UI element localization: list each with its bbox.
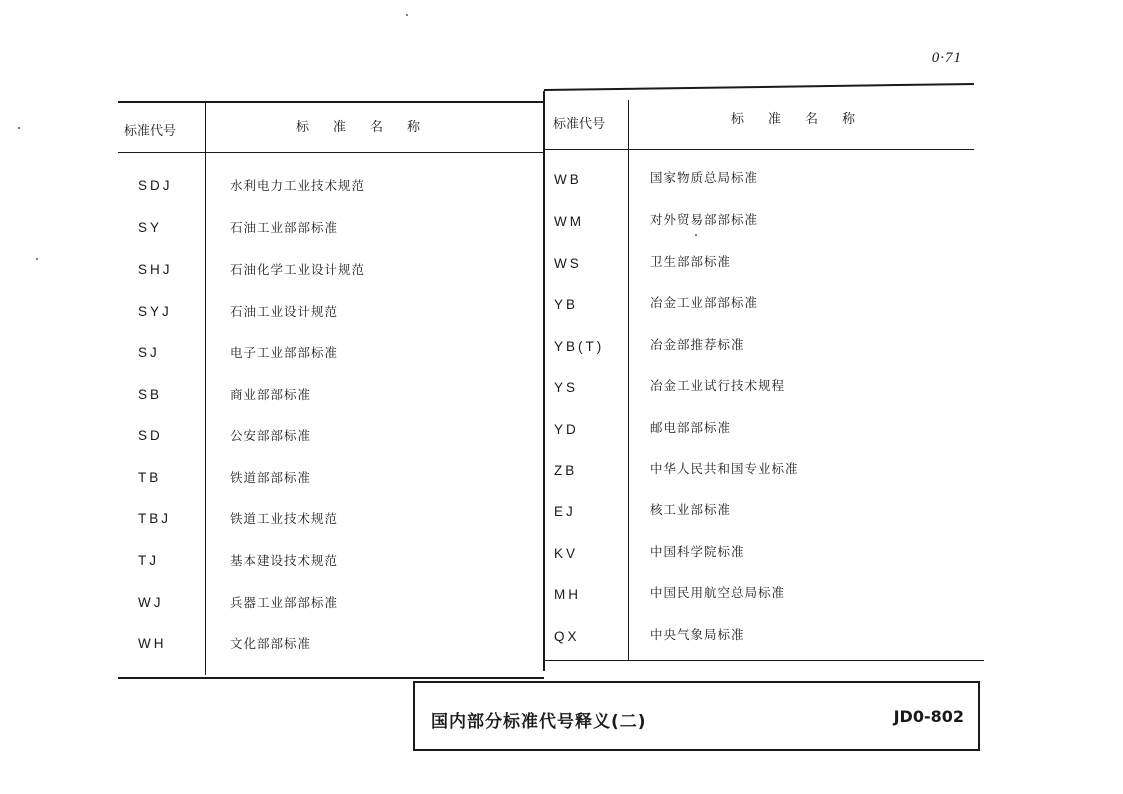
left-row-name: 铁道部部标准 [230, 470, 312, 485]
scan-speck [406, 14, 408, 16]
left-row-code: SJ [138, 345, 160, 360]
header-rule-right [544, 149, 974, 150]
left-row-name: 铁道工业技术规范 [230, 511, 339, 526]
left-column-divider [205, 103, 206, 675]
right-row-name: 中国科学院标准 [650, 544, 745, 559]
left-row-code: TB [138, 470, 162, 485]
right-row-code: MH [554, 587, 581, 602]
table-bottom-rule-right [544, 660, 984, 661]
title-block [413, 681, 980, 751]
right-row-name: 邮电部部标准 [650, 420, 732, 435]
left-row-code: SYJ [138, 304, 172, 319]
right-row-code: YD [554, 422, 579, 437]
right-row-name: 中华人民共和国专业标准 [650, 461, 799, 476]
right-header-code: 标准代号 [553, 117, 606, 132]
right-row-name: 冶金部推荐标准 [650, 337, 745, 352]
title-block-title: 国内部分标准代号释义(二) [431, 712, 647, 732]
left-header-name: 标准名称 [296, 120, 445, 135]
right-row-name: 中国民用航空总局标准 [650, 585, 786, 600]
left-row-name: 公安部部标准 [230, 428, 312, 443]
right-column-divider [628, 100, 629, 660]
left-row-name: 石油化学工业设计规范 [230, 262, 366, 277]
left-row-name: 商业部部标准 [230, 387, 312, 402]
right-row-code: ZB [554, 463, 578, 478]
left-row-code: SHJ [138, 262, 173, 277]
left-header-code: 标准代号 [124, 124, 177, 139]
scan-speck [18, 127, 20, 129]
left-row-code: SB [138, 387, 163, 402]
right-row-code: YS [554, 380, 579, 395]
left-row-code: TJ [138, 553, 159, 568]
right-row-name: 卫生部部标准 [650, 254, 732, 269]
right-row-code: YB [554, 297, 579, 312]
center-divider [543, 91, 545, 671]
left-row-code: WJ [138, 595, 164, 610]
left-row-code: WH [138, 636, 167, 651]
right-row-name: 国家物质总局标准 [650, 170, 759, 185]
right-row-code: QX [554, 629, 580, 644]
left-row-code: TBJ [138, 511, 172, 526]
table-top-rule-left [118, 101, 544, 103]
page-number: 0·71 [931, 50, 962, 66]
right-row-name: 对外贸易部部标准 [650, 212, 759, 227]
left-row-name: 水利电力工业技术规范 [230, 178, 366, 193]
right-row-name: 中央气象局标准 [650, 627, 745, 642]
scan-speck [36, 258, 38, 260]
left-row-name: 石油工业设计规范 [230, 304, 339, 319]
right-row-code: EJ [554, 504, 576, 519]
header-rule-left [118, 152, 544, 153]
right-row-code: WB [554, 172, 582, 187]
right-header-name: 标准名称 [731, 112, 880, 127]
right-row-code: YB(T) [554, 339, 605, 354]
left-row-name: 兵器工业部部标准 [230, 595, 339, 610]
left-row-name: 电子工业部部标准 [230, 345, 339, 360]
right-row-code: KV [554, 546, 579, 561]
left-row-name: 文化部部标准 [230, 636, 312, 651]
right-row-name: 冶金工业部部标准 [650, 295, 759, 310]
left-row-code: SD [138, 428, 163, 443]
left-row-code: SDJ [138, 178, 173, 193]
right-row-code: WS [554, 256, 582, 271]
right-row-name: 核工业部标准 [650, 502, 732, 517]
table-top-rule-right [544, 83, 974, 91]
scan-speck [695, 234, 697, 236]
left-row-name: 石油工业部部标准 [230, 220, 339, 235]
title-block-code: JD0-802 [893, 707, 964, 726]
left-row-code: SY [138, 220, 163, 235]
table-bottom-rule-left [118, 677, 544, 679]
right-row-name: 冶金工业试行技术规程 [650, 378, 786, 393]
right-row-code: WM [554, 214, 584, 229]
left-row-name: 基本建设技术规范 [230, 553, 339, 568]
